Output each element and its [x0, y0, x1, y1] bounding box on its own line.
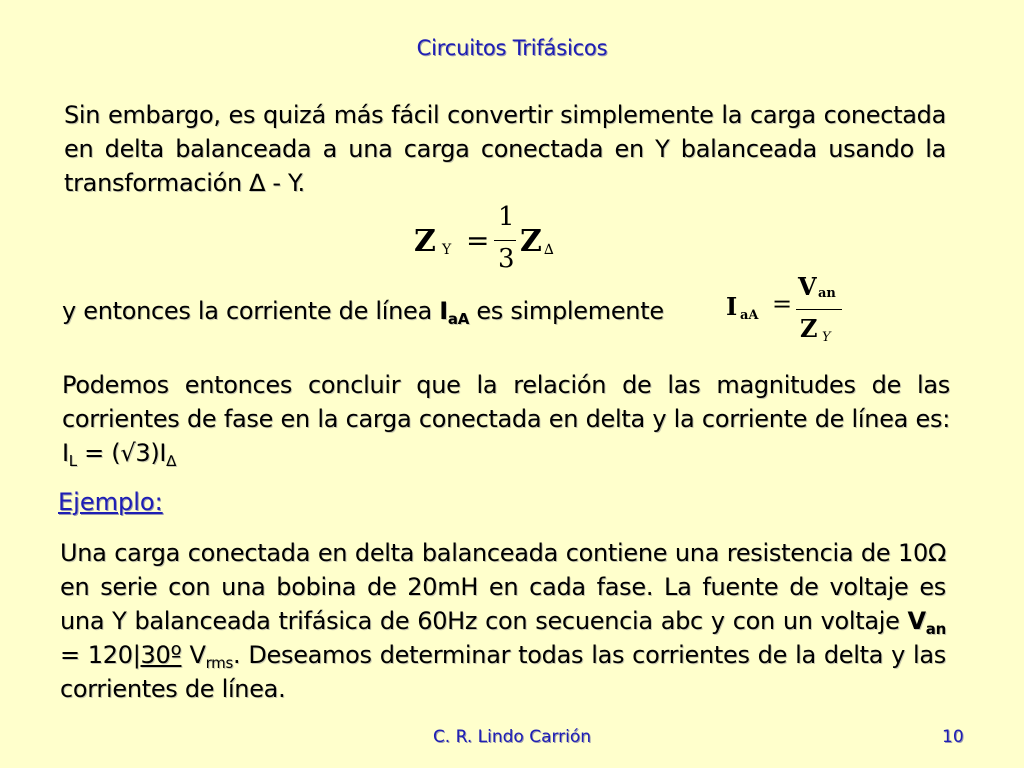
eq1-denominator: 3: [498, 244, 515, 274]
eq2-numerator-sub: an: [818, 286, 836, 301]
eq2-equals: =: [772, 290, 793, 318]
eq1-fraction-bar: [494, 240, 516, 241]
p2-bold-sub: aA: [447, 310, 470, 328]
equation-delta-to-wye: [412, 202, 572, 282]
eq1-equals: =: [466, 224, 490, 257]
p4-text4: . Deseamos determinar todas las corrientes de la delta y las corrientes de línea.: [60, 641, 946, 703]
paragraph-conclusion: [62, 368, 950, 470]
p4-bold: V: [907, 607, 926, 635]
p3-sub-l: L: [68, 452, 77, 470]
p4-text1: Una carga conectada en delta balanceada contiene una resistencia de 10Ω en serie con una bobina de 20mH en cada fase. La fuente de voltaje es una Y balanceada trifásica de 60Hz con secuencia abc y con un voltaje: [60, 539, 946, 635]
eq1-lhs: Z: [414, 224, 436, 259]
p4-bold-sub: an: [925, 620, 946, 638]
eq2-lhs: I: [726, 292, 738, 321]
paragraph-intro: Sin embargo, es quizá más fácil convertir simplemente la carga conectada en delta balanceada a una carga conectada en Y balanceada usando la transformación ∆ - Y.: [64, 101, 946, 197]
p2-prefix: y entonces la corriente de línea: [62, 297, 440, 325]
paragraph-line-current: [62, 294, 722, 328]
eq1-lhs-sub: Y: [442, 242, 452, 258]
p4-text3: V: [181, 641, 206, 669]
p2-bold: I: [439, 297, 448, 325]
p3-sub-delta: ∆: [166, 452, 176, 470]
footer-author: C. R. Lindo Carrión: [432, 727, 592, 747]
example-heading: Ejemplo:: [58, 488, 163, 516]
p4-sub-rms: rms: [205, 654, 234, 672]
eq2-denominator: Z: [800, 314, 818, 343]
eq2-numerator: V: [798, 272, 817, 301]
p4-text2: = 120|: [60, 641, 141, 669]
paragraph-example: [60, 536, 946, 706]
eq2-lhs-sub: aA: [740, 308, 759, 323]
p3-text: Podemos entonces concluir que la relación de las magnitudes de las corrientes de fase en la carga conectada en delta y la corriente de línea es: I: [62, 371, 950, 467]
eq1-rhs: Z: [520, 224, 542, 259]
page-number: 10: [942, 727, 964, 747]
p3-mid: = (√3)I: [76, 439, 167, 467]
slide-title: Circuitos Trifásicos: [416, 36, 608, 60]
p2-suffix: es simplemente: [469, 297, 664, 325]
eq1-rhs-sub: ∆: [544, 242, 554, 258]
eq1-numerator: 1: [498, 202, 515, 232]
equation-line-current: [722, 272, 852, 352]
p4-angle: 30º: [140, 641, 182, 669]
eq2-fraction-bar: [796, 309, 842, 310]
eq2-denominator-sub: Y: [822, 330, 831, 345]
